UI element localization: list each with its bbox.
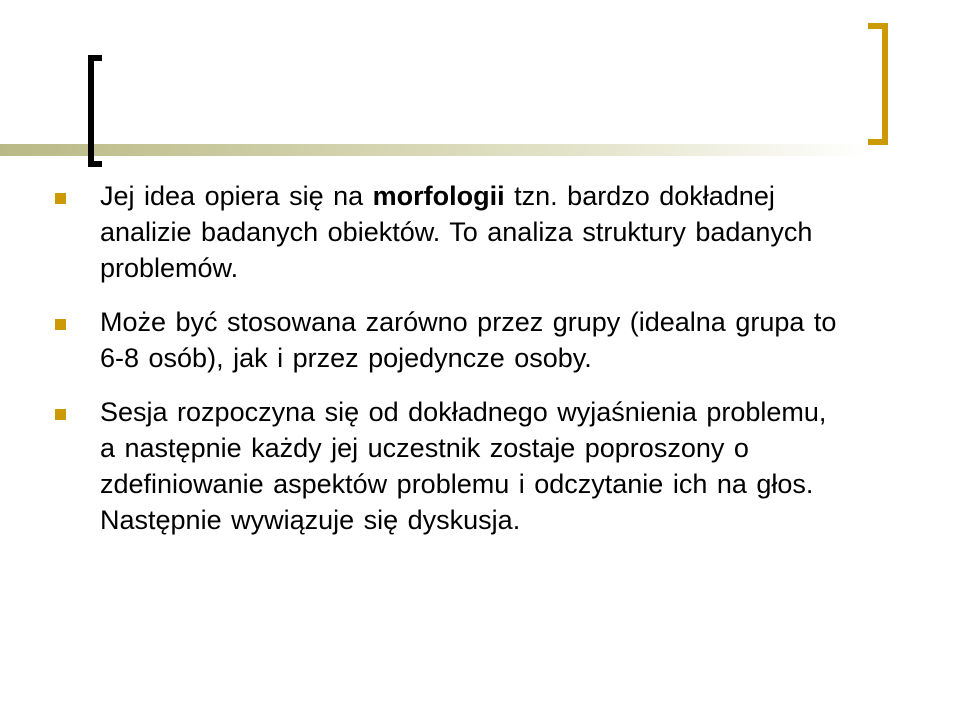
left-bracket-decoration [88, 55, 102, 167]
bullet-item-3 [52, 394, 842, 538]
bullet-text-3: Sesja rozpoczyna się od dokładnego wyjaśnienia problemu, a następnie każdy jej uczestnik zostaje poproszony o zdefiniowanie aspektów problemu i odczytanie ich na głos. Następnie wywiązuje się dyskusja. [100, 397, 827, 535]
square-bullet-icon [55, 193, 66, 204]
bullet-text-2: Może być stosowana zarówno przez grupy (idealna grupa to 6-8 osób), jak i przez pojedyncze osoby. [100, 307, 837, 373]
bullet-text-1: Jej idea opiera się na morfologii tzn. bardzo dokładnej analizie badanych obiektów. To analiza struktury badanych problemów. [100, 181, 813, 283]
bullet-item-1 [52, 178, 842, 286]
square-bullet-icon [55, 409, 66, 420]
right-bracket-decoration [868, 23, 888, 145]
title-gradient-bar [0, 144, 870, 156]
bullet-item-2 [52, 304, 842, 376]
bold-term: morfologii [372, 181, 505, 211]
bullet-list [52, 178, 842, 556]
square-bullet-icon [55, 319, 66, 330]
